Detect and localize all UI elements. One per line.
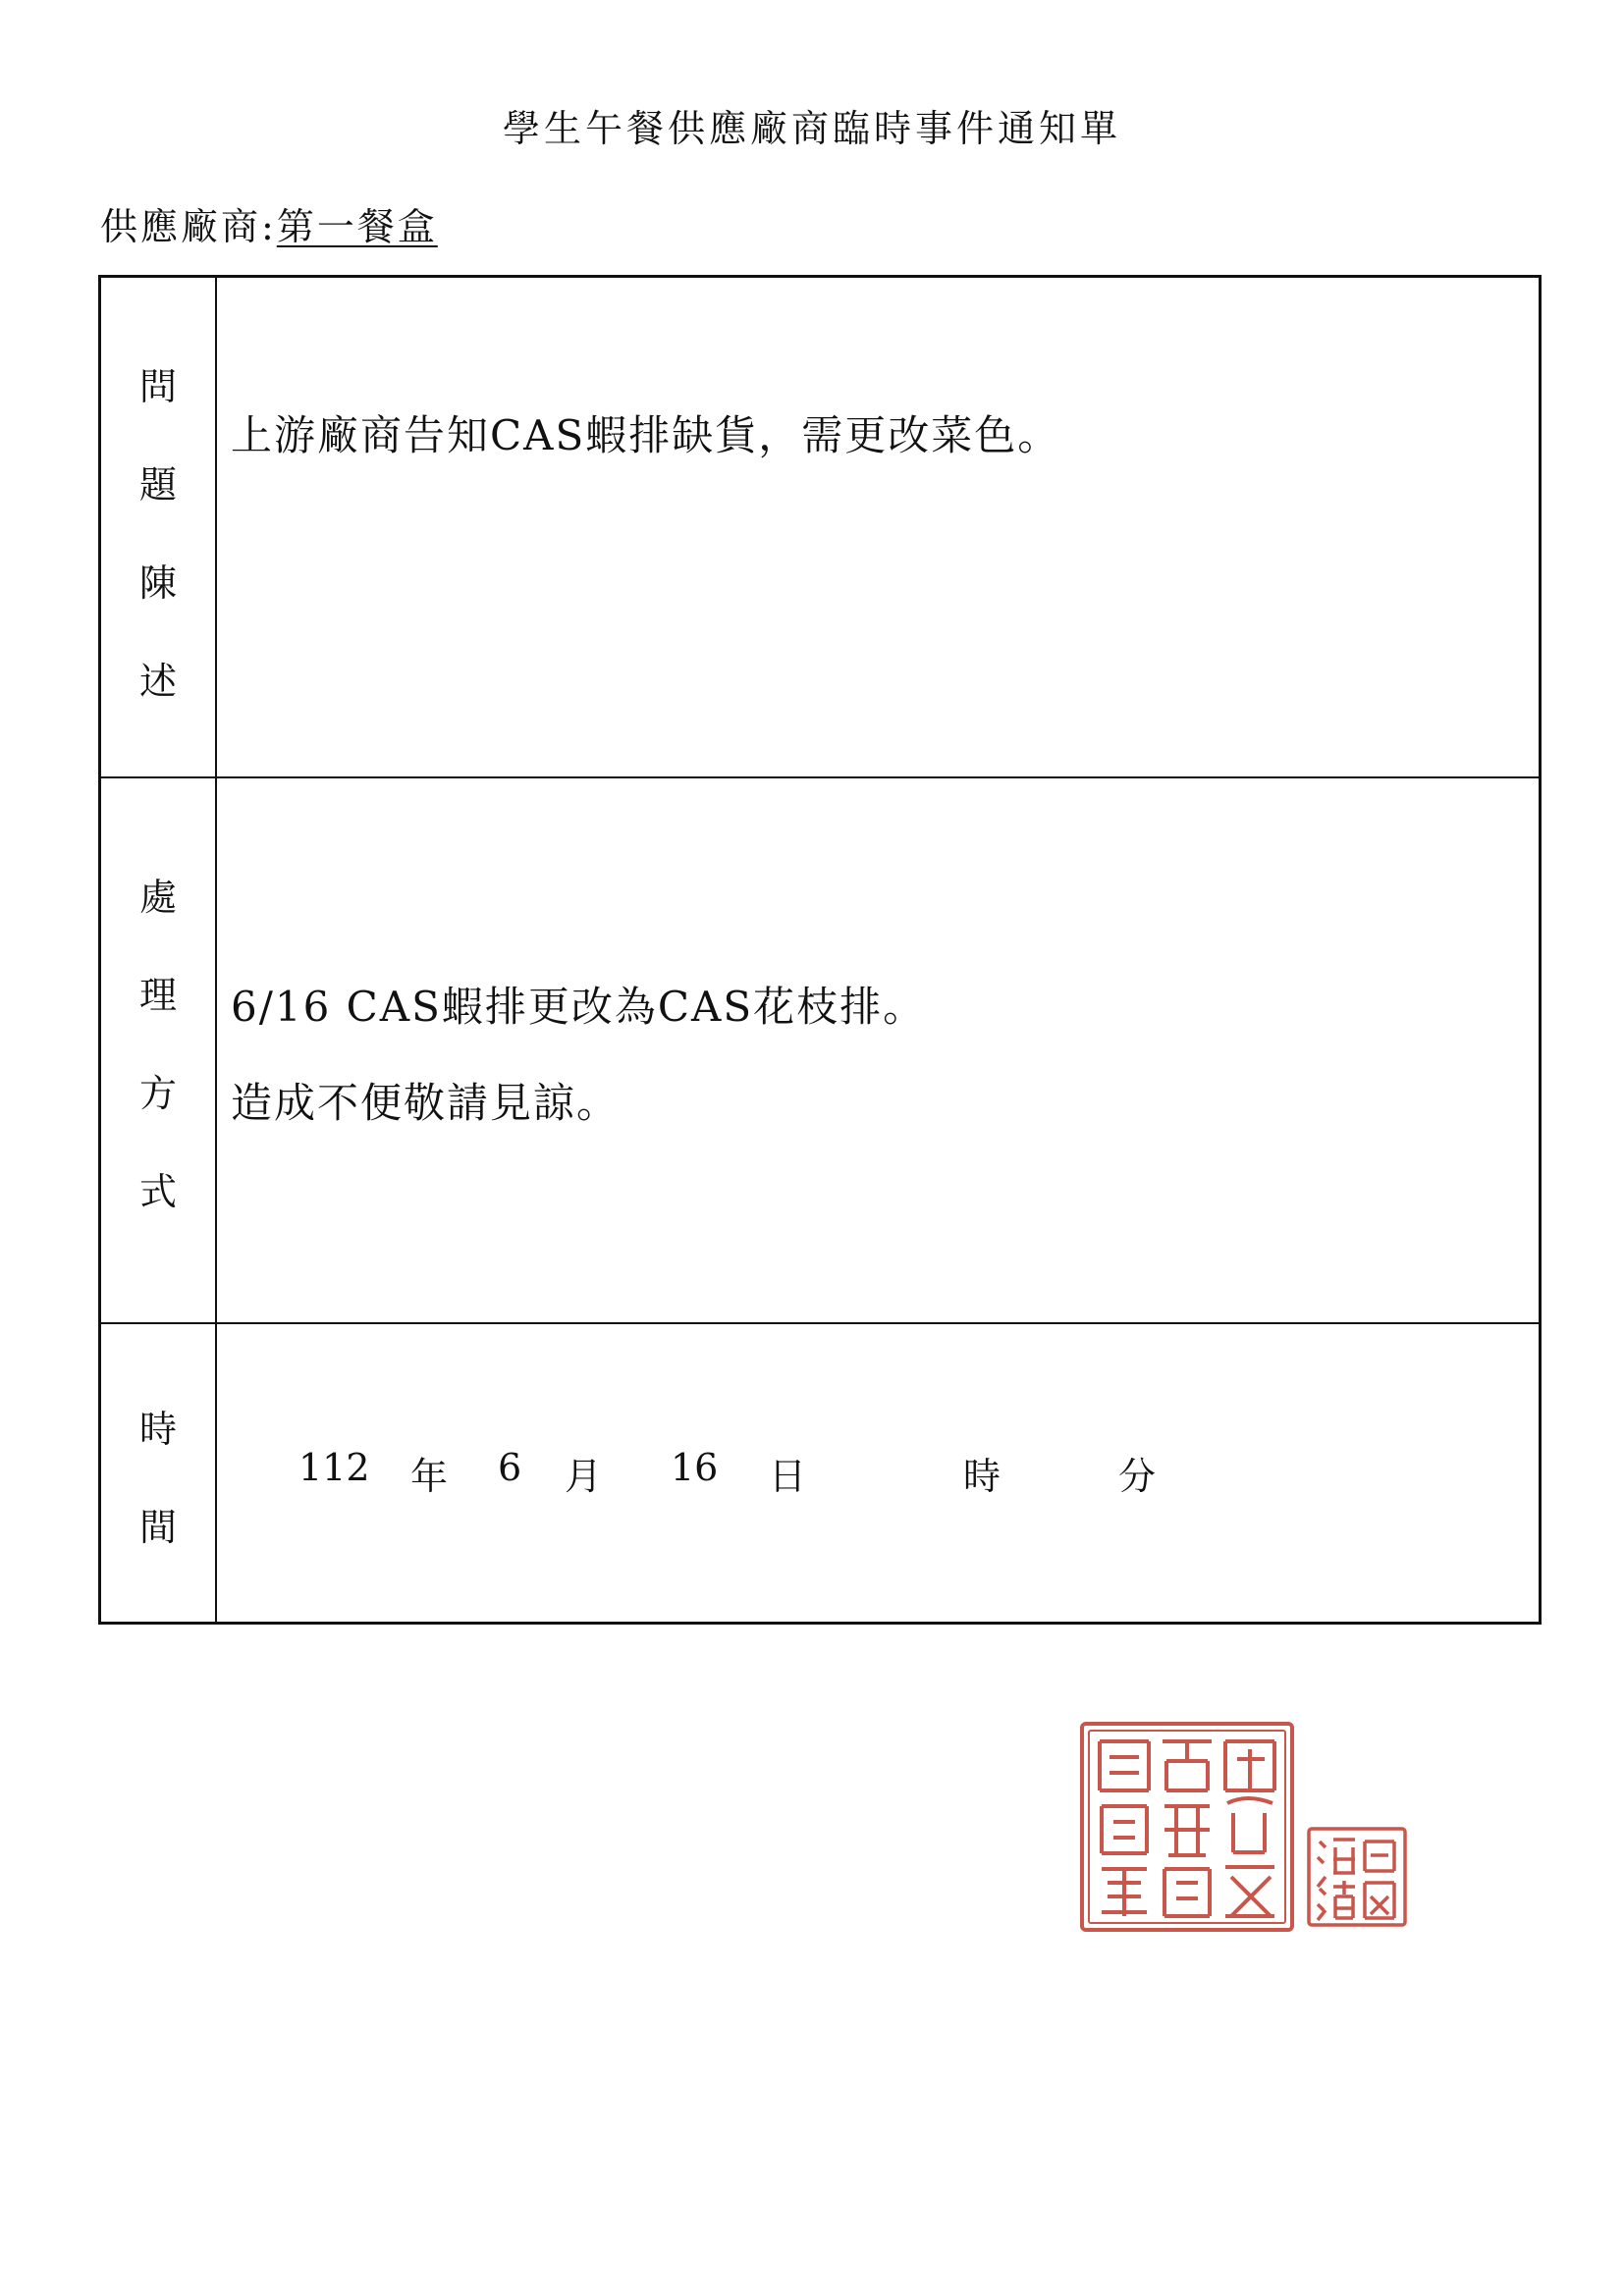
- problem-content-cell: [217, 278, 1539, 778]
- vendor-line: [100, 196, 438, 250]
- handling-line: 造成不便敬請見諒。: [231, 1079, 621, 1127]
- handling-label-char: 理: [138, 974, 177, 1017]
- time-minute-unit: 分: [1118, 1455, 1157, 1498]
- time-month-value: 6: [498, 1446, 522, 1489]
- problem-label-cell: [101, 278, 217, 778]
- company-seal-stamp: [1078, 1720, 1296, 1934]
- handling-label-char: 處: [138, 876, 177, 919]
- time-year-unit: 年: [410, 1455, 449, 1498]
- person-seal-stamp: [1306, 1826, 1408, 1928]
- notice-form-table: [98, 275, 1542, 1625]
- time-label-char: 間: [138, 1506, 177, 1549]
- page-title: 學生午餐供應廠商臨時事件通知單: [502, 107, 1121, 150]
- time-content-cell: [217, 1324, 1539, 1622]
- handling-line: 6/16 CAS蝦排更改為CAS花枝排。: [231, 983, 927, 1031]
- problem-label-char: 題: [138, 463, 177, 507]
- vendor-name: 第一餐盒: [276, 205, 438, 248]
- vendor-label: 供應廠商:: [100, 205, 277, 248]
- handling-label-char: 式: [138, 1170, 177, 1213]
- problem-label-char: 問: [138, 365, 177, 408]
- time-month-unit: 月: [565, 1455, 603, 1498]
- problem-label-char: 述: [138, 660, 177, 703]
- time-year-value: 112: [298, 1446, 370, 1489]
- time-day-value: 16: [671, 1446, 719, 1489]
- handling-label-char: 方: [138, 1072, 177, 1115]
- time-label-char: 時: [138, 1408, 177, 1451]
- time-hour-unit: 時: [963, 1455, 1001, 1498]
- time-day-unit: 日: [769, 1455, 807, 1498]
- problem-label-char: 陳: [138, 561, 177, 605]
- handling-content-cell: [217, 778, 1539, 1324]
- handling-label-cell: [101, 778, 217, 1324]
- problem-text: 上游廠商告知CAS蝦排缺貨，需更改菜色。: [231, 411, 1061, 459]
- time-label-cell: [101, 1324, 217, 1622]
